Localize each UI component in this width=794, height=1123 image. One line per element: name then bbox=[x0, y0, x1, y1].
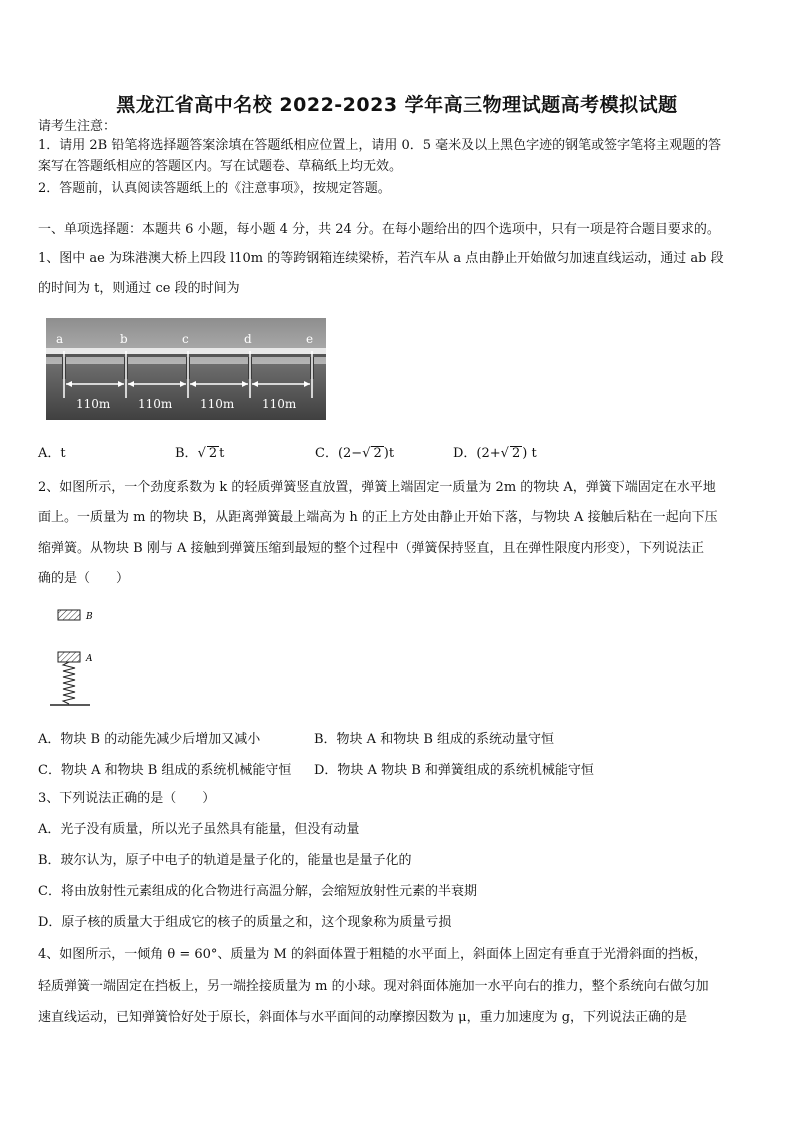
exam-title: 黑龙江省高中名校 2022-2023 学年高三物理试题高考模拟试题 bbox=[116, 94, 678, 116]
q1-option-b: B．√ 2 t bbox=[175, 446, 225, 461]
q3-option-c: C．将由放射性元素组成的化合物进行高温分解，会缩短放射性元素的半衰期 bbox=[38, 884, 477, 899]
notice-item-1b: 案写在答题纸相应的答题区内。写在试题卷、草稿纸上均无效。 bbox=[38, 159, 403, 174]
q2-option-c: C．物块 A 和物块 B 组成的系统机械能守恒 bbox=[38, 763, 292, 778]
q4-text-line3: 速直线运动，已知弹簧恰好处于原长，斜面体与水平面间的动摩擦因数为 μ，重力加速度为 g，下列说法正确的是 bbox=[38, 1010, 688, 1025]
q3-option-d: D．原子核的质量大于组成它的核子的质量之和，这个现象称为质量亏损 bbox=[38, 915, 452, 930]
span-label: 110m bbox=[138, 397, 173, 411]
span-label: 110m bbox=[262, 397, 297, 411]
q2-text-line2: 面上。一质量为 m 的物块 B，从距离弹簧最上端高为 h 的正上方处由静止开始下落，与物块 A 接触后粘在一起向下压 bbox=[38, 510, 718, 525]
bridge-point-a: a bbox=[56, 332, 64, 346]
notice-heading: 请考生注意： bbox=[38, 119, 117, 134]
q4-text-line2: 轻质弹簧一端固定在挡板上，另一端拴接质量为 m 的小球。现对斜面体施加一水平向右的推力，整个系统向右做匀加 bbox=[38, 979, 709, 994]
q2-text-line1: 2、如图所示，一个劲度系数为 k 的轻质弹簧竖直放置，弹簧上端固定一质量为 2m 的物块 A，弹簧下端固定在水平地 bbox=[38, 480, 716, 495]
q2-option-d: D．物块 A 物块 B 和弹簧组成的系统机械能守恒 bbox=[314, 763, 594, 778]
q2-option-a: A．物块 B 的动能先减少后增加又减小 bbox=[38, 732, 261, 747]
bridge-point-e: e bbox=[306, 332, 314, 346]
notice-item-2: 2．答题前，认真阅读答题纸上的《注意事项》，按规定答题。 bbox=[38, 181, 391, 196]
section-heading: 一、单项选择题：本题共 6 小题，每小题 4 分，共 24 分。在每小题给出的四个选项中，只有一项是符合题目要求的。 bbox=[38, 222, 720, 237]
spring-blocks-figure bbox=[50, 604, 110, 716]
q2-text-line4: 确的是（ ） bbox=[38, 571, 130, 586]
q3-stem: 3、下列说法正确的是（ ） bbox=[38, 791, 216, 806]
bridge-point-b: b bbox=[120, 332, 128, 346]
q3-option-b: B．玻尔认为，原子中电子的轨道是量子化的，能量也是量子化的 bbox=[38, 853, 412, 868]
q2-text-line3: 缩弹簧。从物块 B 刚与 A 接触到弹簧压缩到最短的整个过程中（弹簧保持竖直，且在弹性限度内形变），下列说法正 bbox=[38, 541, 704, 556]
block-b-label: B bbox=[86, 612, 93, 622]
q1-option-c: C．(2−√ 2 )t bbox=[315, 446, 395, 461]
block-a-label: A bbox=[86, 654, 93, 664]
q1-text-line2: 的时间为 t，则通过 ce 段的时间为 bbox=[38, 281, 240, 296]
bridge-point-c: c bbox=[182, 332, 189, 346]
q1-option-d: D．(2+√ 2 ) t bbox=[453, 446, 537, 461]
q2-option-b: B．物块 A 和物块 B 组成的系统动量守恒 bbox=[314, 732, 555, 747]
q1-option-a: A．t bbox=[38, 446, 66, 461]
q3-option-a: A．光子没有质量，所以光子虽然具有能量，但没有动量 bbox=[38, 822, 360, 837]
span-label: 110m bbox=[200, 397, 235, 411]
span-label: 110m bbox=[76, 397, 111, 411]
q4-text-line1: 4、如图所示，一倾角 θ = 60°、质量为 M 的斜面体置于粗糙的水平面上，斜面体上固定有垂直于光滑斜面的挡板， bbox=[38, 947, 708, 962]
notice-item-1a: 1．请用 2B 铅笔将选择题答案涂填在答题纸相应位置上，请用 0．5 毫米及以上黑色字迹的钢笔或签字笔将主观题的答 bbox=[38, 138, 722, 153]
bridge-point-d: d bbox=[244, 332, 252, 346]
q1-text-line1: 1、图中 ae 为珠港澳大桥上四段 l10m 的等跨钢箱连续梁桥，若汽车从 a 点由静止开始做匀加速直线运动，通过 ab 段 bbox=[38, 251, 724, 266]
bridge-photo bbox=[46, 318, 326, 420]
